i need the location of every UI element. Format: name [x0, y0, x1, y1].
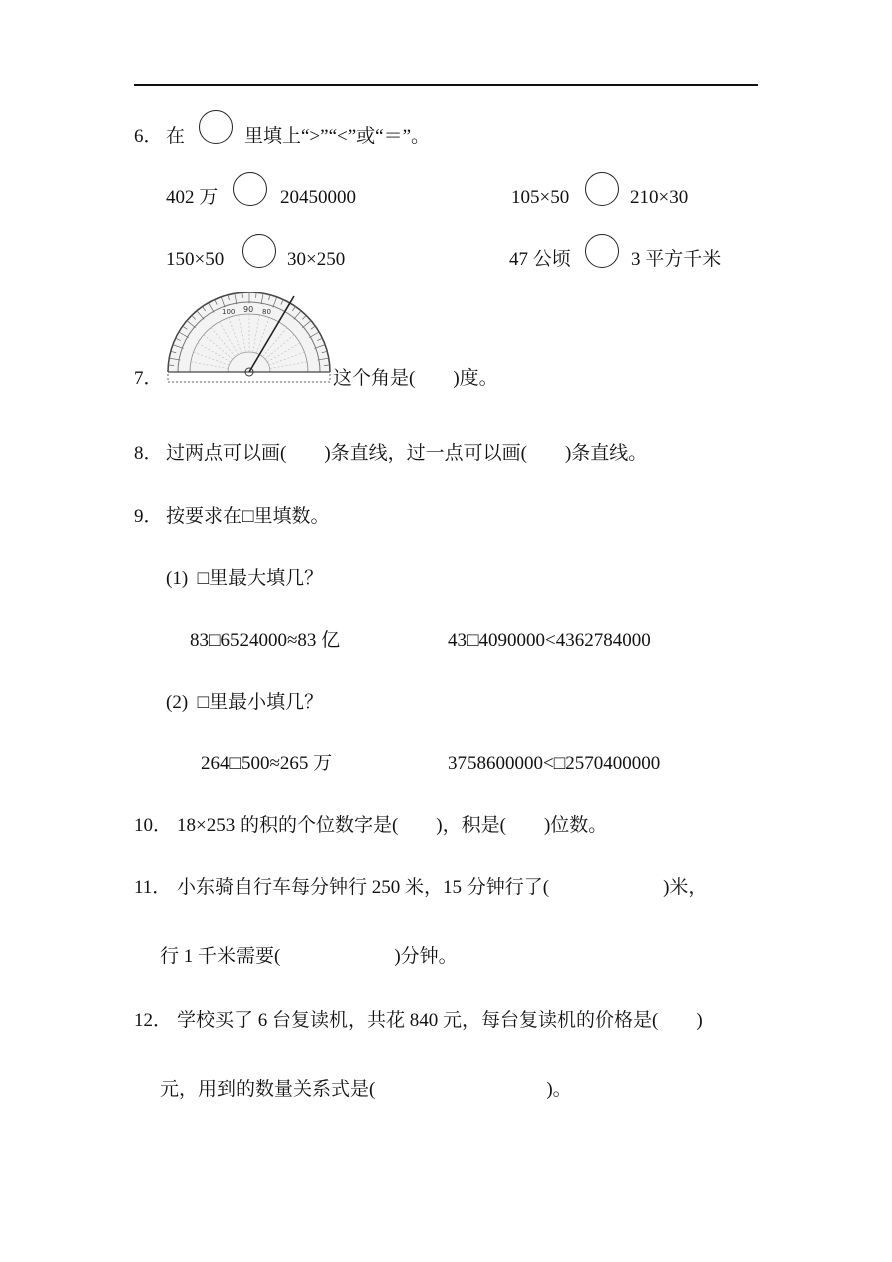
protractor-label-90: 90 — [243, 305, 254, 314]
q11-number: 11． — [134, 877, 172, 898]
header-rule — [134, 84, 758, 86]
q6-instruction: 里填上“>”“<”或“＝”。 — [244, 126, 431, 147]
q8-number: 8． — [134, 443, 163, 464]
q8-question-text: 过两点可以画( )条直线，过一点可以画( )条直线。 — [166, 443, 648, 464]
q10-number: 10． — [134, 815, 173, 836]
q9-part1-item1: 83□6524000≈83 亿 — [190, 630, 341, 651]
protractor-figure — [166, 292, 332, 384]
q9-number: 9． — [134, 506, 163, 527]
q9-part1-item2: 43□4090000<4362784000 — [448, 630, 651, 651]
q12-line2: 元，用到的数量关系式是( )。 — [160, 1079, 572, 1100]
q6-item3-left: 150×50 — [166, 249, 225, 270]
q6-item1-blank-circle[interactable] — [233, 172, 267, 206]
q6-item2-blank-circle[interactable] — [585, 172, 619, 206]
q6-item2-left: 105×50 — [511, 187, 570, 208]
q6-item2-right: 210×30 — [630, 187, 689, 208]
q12-line1: 学校买了 6 台复读机，共花 840 元，每台复读机的价格是( ) — [177, 1010, 703, 1031]
q9-part2-item2: 3758600000<□2570400000 — [448, 753, 661, 774]
q9-part2-label: (2) □里最小填几？ — [166, 692, 324, 713]
q7-question-text: 这个角是( )度。 — [333, 368, 498, 389]
q6-prefix: 在 — [166, 126, 186, 147]
q6-item3-blank-circle[interactable] — [242, 234, 276, 268]
protractor-label-80: 80 — [262, 308, 271, 316]
protractor-label-100: 100 — [222, 308, 236, 316]
q10-question-text: 18×253 的积的个位数字是( )，积是( )位数。 — [177, 815, 608, 836]
q9-part1-label: (1) □里最大填几？ — [166, 568, 324, 589]
q6-item4-blank-circle[interactable] — [585, 234, 619, 268]
q6-item1-left: 402 万 — [166, 187, 219, 208]
q11-line2: 行 1 千米需要( )分钟。 — [160, 946, 458, 967]
q12-number: 12． — [134, 1010, 173, 1031]
q6-item4-right: 3 平方千米 — [631, 249, 722, 270]
q6-number: 6． — [134, 126, 163, 147]
q6-example-circle — [199, 110, 233, 144]
q11-line1: 小东骑自行车每分钟行 250 米，15 分钟行了( )米， — [177, 877, 708, 898]
q9-question-text: 按要求在□里填数。 — [166, 506, 330, 527]
q6-item1-right: 20450000 — [280, 187, 356, 208]
q7-number: 7． — [134, 368, 163, 389]
q6-item4-left: 47 公顷 — [509, 249, 571, 270]
q6-item3-right: 30×250 — [287, 249, 346, 270]
q9-part2-item1: 264□500≈265 万 — [201, 753, 333, 774]
